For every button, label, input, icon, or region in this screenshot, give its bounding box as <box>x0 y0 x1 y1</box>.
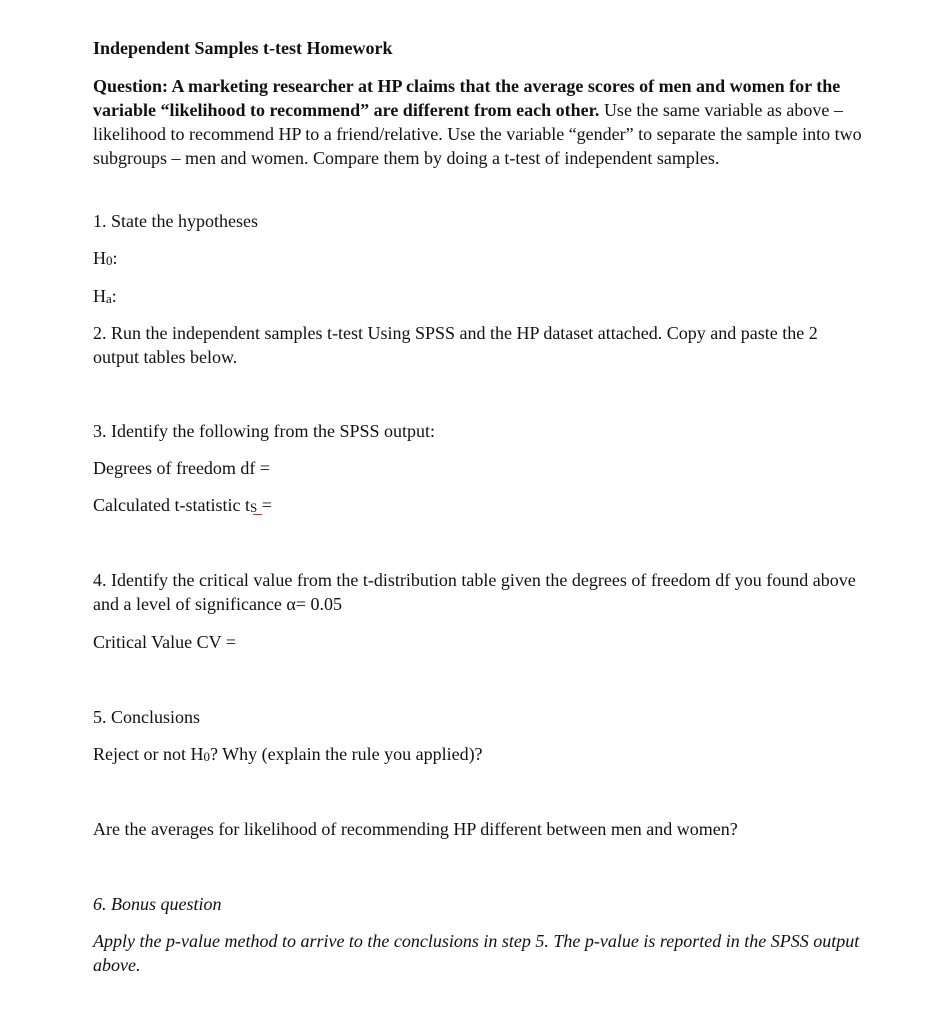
t-statistic-label: Calculated t-statistic tS = <box>93 495 272 515</box>
averages-question: Are the averages for likelihood of recommending HP different between men and women? <box>93 819 738 839</box>
null-hypothesis-label: H0: <box>93 248 118 268</box>
bonus-heading: 6. Bonus question <box>93 894 222 914</box>
step3-heading: 3. Identify the following from the SPSS output: <box>93 421 435 441</box>
spellcheck-underline <box>253 511 262 515</box>
step1-heading: 1. State the hypotheses <box>93 211 258 231</box>
degrees-of-freedom-label: Degrees of freedom df = <box>93 458 271 478</box>
question-paragraph <box>93 74 863 170</box>
reject-question: Reject or not H0? Why (explain the rule you applied)? <box>93 744 483 764</box>
step2-instructions: 2. Run the independent samples t-test Using SPSS and the HP dataset attached. Copy and paste the 2 output tables below. <box>93 323 818 367</box>
critical-value-label: Critical Value CV = <box>93 632 236 652</box>
question-instructions: Use the same variable as above – likelihood to recommend HP to a friend/relative. Use the variable “gender” to separate the sample into two subgroups – men and women. Compare them by doing a t-test of independent samples. <box>93 100 862 168</box>
alternative-hypothesis-label: Ha: <box>93 286 117 306</box>
bonus-instructions: Apply the p-value method to arrive to the conclusions in step 5. The p-value is reported in the SPSS output above. <box>93 931 860 975</box>
step4-instructions: 4. Identify the critical value from the t-distribution table given the degrees of freedom df you found above and a level of significance α= 0.05 <box>93 570 856 614</box>
document-title: Independent Samples t-test Homework <box>93 38 393 58</box>
t-statistic-subscript: S <box>250 499 257 514</box>
question-claim: Question: A marketing researcher at HP claims that the average scores of men and women for the variable “likelihood to recommend” are different from each other. <box>93 76 841 120</box>
step5-heading: 5. Conclusions <box>93 707 201 727</box>
